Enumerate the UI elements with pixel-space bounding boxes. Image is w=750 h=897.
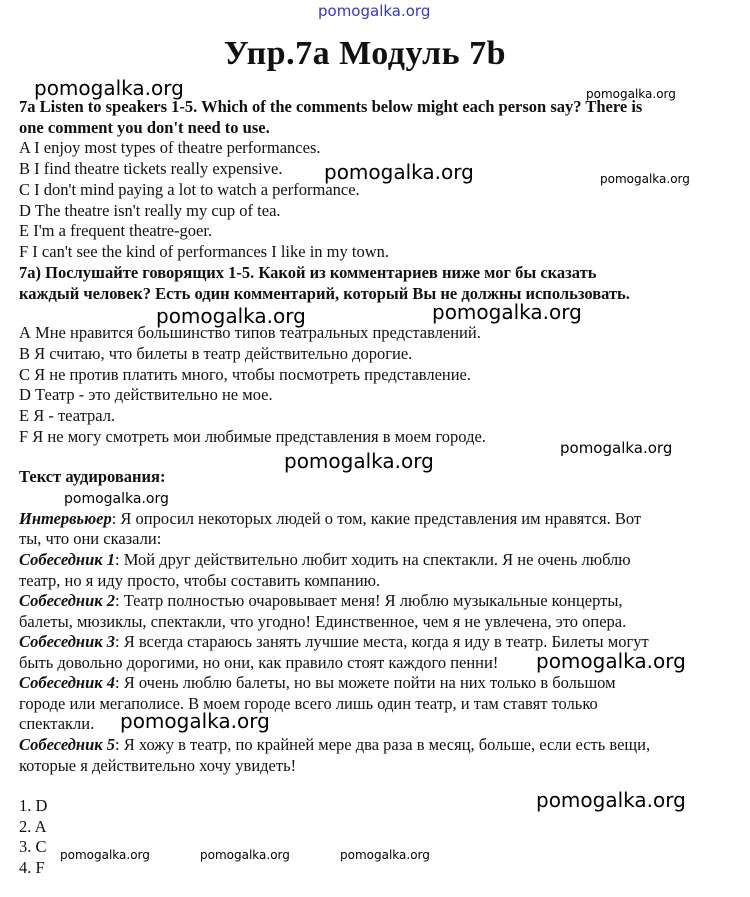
russian-option-f: F Я не могу смотреть мои любимые представления в моем городе. bbox=[19, 427, 486, 446]
watermark: pomogalka.org bbox=[536, 788, 686, 812]
speaker-name: Собеседник 1 bbox=[19, 550, 115, 569]
speaker-1-line-2: театр, но я иду просто, чтобы составить компанию. bbox=[19, 571, 381, 590]
watermark: pomogalka.org bbox=[600, 172, 690, 186]
speaker-name: Собеседник 2 bbox=[19, 591, 115, 610]
speaker-4-line-3: спектакли. bbox=[19, 714, 95, 733]
watermark: pomogalka.org bbox=[340, 848, 430, 862]
english-option-a: A I enjoy most types of theatre performances. bbox=[19, 138, 321, 157]
watermark: pomogalka.org bbox=[324, 160, 474, 184]
watermark: pomogalka.org bbox=[60, 848, 150, 862]
watermark: pomogalka.org bbox=[200, 848, 290, 862]
english-option-c: C I don't mind paying a lot to watch a performance. bbox=[19, 180, 360, 199]
speaker-name: Собеседник 3 bbox=[19, 632, 115, 651]
speaker-3-line-2: быть довольно дорогими, но они, как правило стоят каждого пенни! bbox=[19, 653, 499, 672]
speaker-name: Интервьюер bbox=[19, 509, 112, 528]
english-instruction-line-1: 7a Listen to speakers 1-5. Which of the comments below might each person say? There is bbox=[19, 97, 643, 116]
russian-option-e: Е Я - театрал. bbox=[19, 406, 116, 425]
watermark: pomogalka.org bbox=[120, 709, 270, 733]
answer-3: 3. C bbox=[19, 837, 47, 856]
english-instruction-line-2: one comment you don't need to use. bbox=[19, 118, 270, 137]
speaker-4-line-1: Собеседник 4: Я очень люблю балеты, но вы можете пойти на них только в большом bbox=[19, 673, 616, 692]
speaker-5-line-2: которые я действительно хочу увидеть! bbox=[19, 756, 297, 775]
answer-4: 4. F bbox=[19, 858, 45, 877]
answer-1: 1. D bbox=[19, 796, 48, 815]
speaker-4-line-2: городе или мегаполисе. В моем городе всего лишь один театр, и там ставят только bbox=[19, 694, 598, 713]
russian-option-d: D Театр - это действительно не мое. bbox=[19, 385, 273, 404]
english-option-e: E I'm a frequent theatre-goer. bbox=[19, 221, 213, 240]
speaker-5-line-1: Собеседник 5: Я хожу в театр, по крайней мере два раза в месяц, больше, если есть вещи, bbox=[19, 735, 651, 754]
watermark: pomogalka.org bbox=[284, 449, 434, 473]
speaker-1-line-1: Собеседник 1: Мой друг действительно любит ходить на спектакли. Я не очень люблю bbox=[19, 550, 631, 569]
russian-option-c: С Я не против платить много, чтобы посмотреть представление. bbox=[19, 365, 472, 384]
english-option-f: F I can't see the kind of performances I like in my town. bbox=[19, 242, 389, 261]
interviewer-line-2: ты, что они сказали: bbox=[19, 529, 162, 548]
speaker-name: Собеседник 5 bbox=[19, 735, 115, 754]
watermark: pomogalka.org bbox=[536, 649, 686, 673]
watermark: pomogalka.org bbox=[156, 304, 306, 328]
speaker-3-line-1: Собеседник 3: Я всегда стараюсь занять лучшие места, когда я иду в театр. Билеты могут bbox=[19, 632, 649, 651]
watermark: pomogalka.org bbox=[432, 300, 582, 324]
interviewer-line-1: Интервьюер: Я опросил некоторых людей о том, какие представления им нравятся. Вот bbox=[19, 509, 642, 528]
watermark: pomogalka.org bbox=[560, 439, 673, 457]
russian-option-a: А Мне нравится большинство типов театральных представлений. bbox=[19, 323, 481, 342]
english-option-d: D The theatre isn't really my cup of tea. bbox=[19, 201, 281, 220]
listening-heading: Текст аудирования: bbox=[19, 467, 166, 486]
speaker-2-line-1: Собеседник 2: Театр полностью очаровывает меня! Я люблю музыкальные концерты, bbox=[19, 591, 623, 610]
answer-2: 2. A bbox=[19, 817, 47, 836]
watermark: pomogalka.org bbox=[34, 76, 184, 100]
page-title: Упр.7а Модуль 7b bbox=[223, 35, 507, 72]
speaker-name: Собеседник 4 bbox=[19, 673, 115, 692]
english-option-b: B I find theatre tickets really expensive. bbox=[19, 159, 283, 178]
watermark: pomogalka.org bbox=[64, 491, 169, 507]
top-watermark: pomogalka.org bbox=[318, 2, 431, 20]
russian-instruction-line-2: каждый человек? Есть один комментарий, который Вы не должны использовать. bbox=[19, 284, 630, 303]
russian-option-b: В Я считаю, что билеты в театр действительно дорогие. bbox=[19, 344, 413, 363]
speaker-2-line-2: балеты, мюзиклы, спектакли, что угодно! Единственное, чем я не увлечена, это опера. bbox=[19, 612, 627, 631]
watermark: pomogalka.org bbox=[586, 87, 676, 101]
russian-instruction-line-1: 7а) Послушайте говорящих 1-5. Какой из комментариев ниже мог бы сказать bbox=[19, 263, 597, 282]
